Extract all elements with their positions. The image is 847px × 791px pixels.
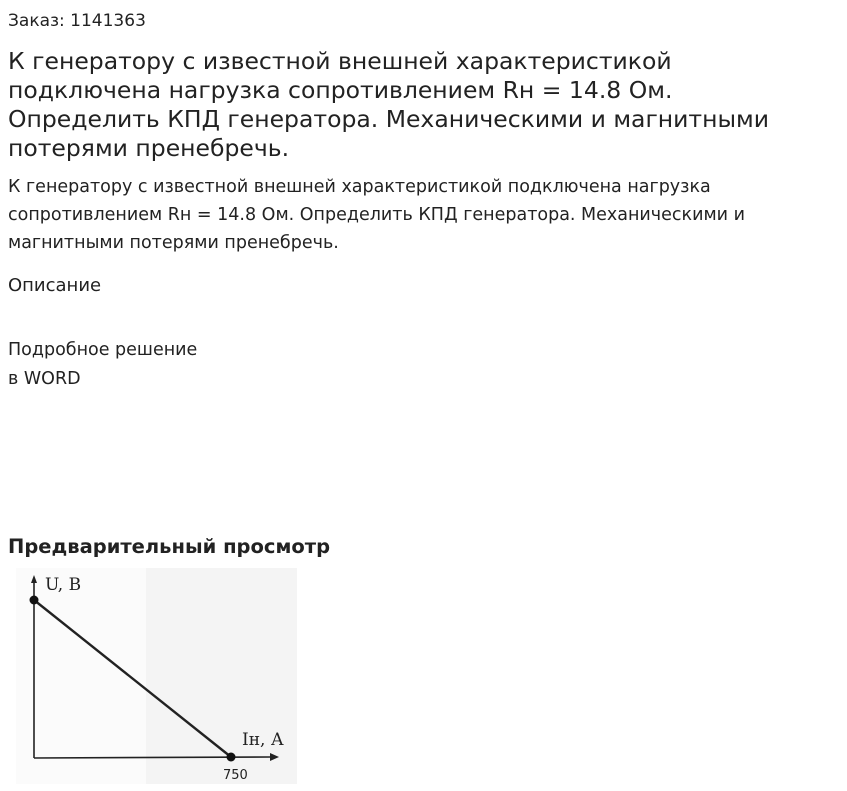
solution-info-line-1: Подробное решение [8, 340, 198, 360]
characteristic-graph [16, 568, 297, 784]
start-point [30, 596, 39, 605]
end-point [227, 753, 236, 762]
preview-heading: Предварительный просмотр [8, 535, 331, 558]
page-title: К генератору с известной внешней характеристикой подключена нагрузка сопротивлением Rн = 14.8 Ом. Определить КПД генератора. Механическими и магнитными потерями пренебречь. [8, 47, 770, 162]
order-number: Заказ: 1141363 [8, 11, 146, 31]
x-tick-label: 750 [223, 768, 248, 783]
solution-info-line-2: в WORD [8, 369, 81, 389]
problem-description: К генератору с известной внешней характеристикой подключена нагрузка сопротивлением Rн = 14.8 Ом. Определить КПД генератора. Механическими и магнитными потерями пренебречь. [8, 177, 745, 253]
preview-image[interactable] [16, 568, 297, 784]
solution-info [8, 336, 197, 394]
x-axis-label: Iн, А [242, 730, 284, 750]
y-axis-label: U, В [45, 575, 82, 595]
description-heading: Описание [8, 275, 102, 296]
